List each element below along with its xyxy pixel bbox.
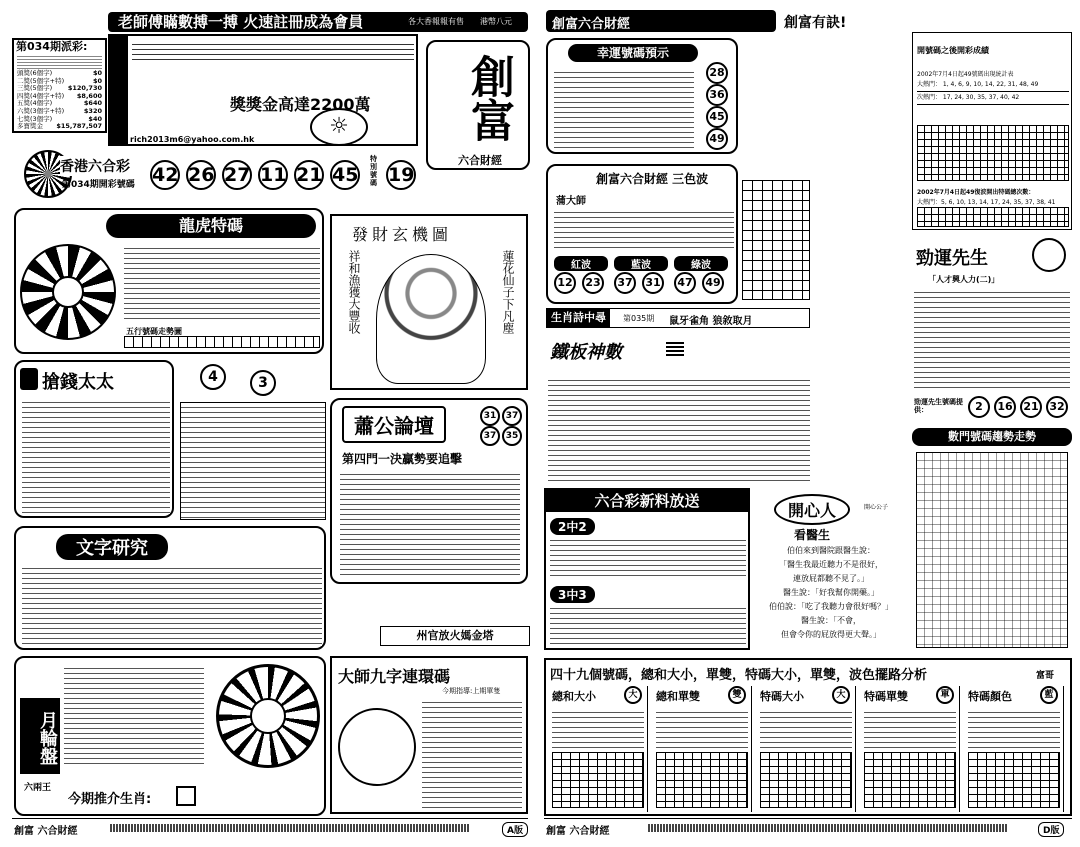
analysis-columns (548, 686, 1068, 814)
dashi-circle-icon (338, 708, 416, 786)
xinliao-b-body (550, 604, 746, 646)
fortune-verse-right: 蓮花仙子下凡塵 (501, 250, 515, 334)
lunpan-sub: 六兩王 (24, 783, 52, 793)
analysis-column (860, 686, 960, 812)
kaixin-line: 醫生說：「好我幫你開藥。」 (783, 588, 879, 597)
top-banner (108, 12, 528, 32)
right-footer-line (544, 818, 1072, 819)
fortune-verse-left: 祥和漁獲大豐收 (347, 250, 361, 334)
section-lunpan (14, 656, 326, 816)
kaixin-head: 看醫生 (794, 528, 831, 542)
prize-rank: 六獎(3個字+特) (17, 106, 65, 115)
lucky-ball: 45 (706, 106, 728, 128)
prize-amount: $40 (88, 114, 102, 123)
right-header-brand: 創富六合財經 (552, 17, 631, 32)
lunpan-body (64, 664, 204, 764)
dashi-title: 大師九字連環碼 (338, 667, 451, 686)
left-footer-brand: 創富 六合財經 (14, 826, 78, 837)
right-header (546, 10, 776, 32)
qianqian-body (22, 398, 170, 514)
jinyun-face-icon (1032, 238, 1066, 272)
jinyun-ball: 2 (968, 396, 990, 418)
prize-amount: $8,600 (76, 91, 102, 100)
analysis-column (652, 686, 752, 812)
prize-row (17, 123, 102, 131)
section-fortune (330, 214, 528, 390)
lucky-ball: 49 (706, 128, 728, 150)
color-wave-ball: 49 (702, 272, 724, 294)
promo-headline: 獎獎金高達2200萬 (230, 95, 371, 114)
lunpan-title: 月輪盤 (20, 698, 60, 774)
kaixin-line: 「醫生我最近聽力不是很好， (779, 560, 883, 569)
color-wave-ball: 12 (554, 272, 576, 294)
xiao-number-ball: 37 (502, 406, 522, 426)
kaixin-line: 連放屁都聽不見了。」 (793, 574, 869, 583)
prize-amount: $0 (92, 76, 102, 85)
color-wave-ball: 37 (614, 272, 636, 294)
kaixin-author: 開心公子 (864, 504, 889, 511)
analysis-column-grid (552, 752, 644, 808)
xiao-numbers (480, 406, 524, 446)
right-page (538, 0, 1080, 847)
promo-text (132, 40, 414, 64)
prize-rank: 頭獎(6個字) (17, 69, 53, 77)
section-poem (546, 308, 810, 328)
kaixin-line: 醫生說：「不會， (801, 616, 861, 625)
trend-title: 數門號碼趨勢走勢 (912, 428, 1072, 446)
xiao-number-ball: 37 (480, 426, 500, 446)
analysis-column-title: 特碼單雙 (864, 690, 908, 703)
prize-note (17, 54, 102, 70)
prize-amount: $0 (92, 69, 102, 77)
sanse-title: 創富六合財經 三色波 (596, 172, 709, 186)
section-analysis (544, 658, 1072, 816)
analysis-column-title: 特碼大小 (760, 690, 804, 703)
stats-title: 2002年7月4日起49號碼出現統計表 (917, 71, 1014, 78)
analysis-column-text (552, 708, 644, 748)
stats-note: 2002年7月4日起49復波開出特碼總次數： (917, 189, 1035, 196)
xinliao-title: 六合彩新料放送 (546, 490, 748, 512)
prize-rank: 五獎(4個字) (17, 99, 53, 108)
analysis-column-tag: 單 (936, 686, 954, 704)
stats-grid (917, 125, 1069, 181)
right-header-tag: 創富有訣! (784, 15, 847, 31)
brand-subtitle: 六合財經 (458, 154, 502, 167)
kaixin-lines (758, 544, 904, 642)
analysis-column-tag: 雙 (728, 686, 746, 704)
wheel-hub (52, 276, 84, 308)
left-footer-line (12, 818, 528, 819)
jinyun-title: 勁運先生 (916, 248, 988, 269)
banner-title: 老師傅瞞數搏一搏 火速註冊成為會員 (118, 13, 364, 31)
tieban-title: 鐵板神數 (550, 342, 622, 363)
prize-amount: $320 (83, 106, 102, 115)
prize-amount: $15,787,507 (56, 122, 102, 131)
jinyun-label: 勁運先生號碼提供： (914, 398, 963, 414)
longhu-chart-title: 五行號碼走勢圖 (126, 327, 182, 336)
xiao-headline: 第四門一決贏勢要追擊 (342, 452, 463, 466)
zodiac-box (176, 786, 196, 806)
jinyun-ball: 16 (994, 396, 1016, 418)
dashi-sub: 今期指導:上期單隻 (442, 687, 501, 695)
qianqian-title: 搶錢太太 (42, 372, 114, 393)
poem-title: 生肖詩中尋 (547, 309, 610, 327)
banner-note: 各大香報報有售 (408, 17, 464, 26)
hexagram-icon (666, 342, 684, 358)
lucky-title: 幸運號碼預示 (568, 44, 698, 62)
draw-label: 第034期開彩號碼 (62, 180, 135, 190)
analysis-column-title: 總和單雙 (656, 690, 700, 703)
lucky-body (554, 68, 694, 150)
color-wave-ball: 31 (642, 272, 664, 294)
lotto-name: 香港六合彩 (60, 156, 130, 176)
analysis-column-title: 總和大小 (552, 690, 596, 703)
right-footer-imprint (648, 824, 1008, 832)
special-label: 特別號碼 (370, 155, 377, 187)
xinliao-b: 3中3 (550, 586, 595, 603)
result-ball: 45 (330, 160, 360, 190)
section-xiao (330, 398, 528, 584)
xiao-title: 蕭公論壇 (342, 406, 446, 443)
prize-title: 第034期派彩: (16, 40, 88, 53)
section-zhouguan (380, 626, 530, 646)
stats-rows (917, 79, 1069, 105)
banner-price: 港幣八元 (480, 17, 512, 26)
color-wave-ball: 47 (674, 272, 696, 294)
zhouguan-title: 州官放火媽金塔 (416, 629, 494, 642)
left-page (0, 0, 535, 847)
brand-box (426, 40, 530, 170)
wenzi-body (22, 564, 322, 646)
color-wave-label: 藍波 (614, 256, 668, 271)
analysis-column-text (864, 708, 956, 748)
analysis-column-tag: 大 (832, 686, 850, 704)
email-address[interactable]: rich2013m6@yahoo.com.hk (130, 135, 255, 144)
xinliao-a-body (550, 536, 746, 580)
prize-amount: $640 (83, 99, 102, 108)
analysis-column (756, 686, 856, 812)
roulette-hub (250, 698, 286, 734)
section-trend (912, 428, 1072, 652)
prize-rank: 多寶獎金 (17, 122, 43, 131)
jinyun-body (914, 288, 1070, 392)
left-footer-page: A版 (502, 822, 528, 837)
promo-block (108, 34, 418, 146)
section-longhu (14, 208, 324, 354)
lucky-ball: 36 (706, 84, 728, 106)
stats-sub: 開號碼之後開彩成績 (917, 46, 989, 55)
sun-icon: ☼ (310, 108, 368, 146)
stats-row: 次熱門： 17, 24, 30, 35, 37, 40, 42 (917, 92, 1069, 105)
kaixin-line: 伯伯說：「吃了我聽力會很好嗎？」 (769, 602, 893, 611)
color-wave-label: 紅波 (554, 256, 608, 271)
analysis-column-grid (864, 752, 956, 808)
result-ball: 11 (258, 160, 288, 190)
analysis-title: 四十九個號碼，總和大小，單雙，特碼大小，單雙，波色擺路分析 (550, 668, 928, 683)
trend-chart (916, 452, 1068, 648)
poem-issue: 第035期 (623, 314, 655, 323)
prize-amount: $120,730 (67, 84, 102, 93)
analysis-column-grid (656, 752, 748, 808)
tag-ball-1: 4 (200, 364, 226, 390)
analysis-author: 富哥 (1036, 671, 1055, 681)
prize-rank: 三獎(5個字) (17, 84, 53, 93)
xiao-number-ball: 35 (502, 426, 522, 446)
right-footer-brand: 創富 六合財經 (546, 826, 610, 837)
longhu-chart (124, 336, 320, 348)
goddess-illustration (376, 254, 486, 384)
special-ball: 19 (386, 160, 416, 190)
analysis-column-grid (760, 752, 852, 808)
analysis-column (964, 686, 1064, 812)
analysis-column-text (968, 708, 1060, 748)
section-stats (912, 32, 1072, 230)
sanse-body (554, 208, 734, 250)
section-kaixin (754, 488, 904, 650)
xiao-number-ball: 31 (480, 406, 500, 426)
lucky-ball: 28 (706, 62, 728, 84)
xinliao-a: 2中2 (550, 518, 595, 535)
result-ball: 27 (222, 160, 252, 190)
qianqian-icon (20, 368, 38, 390)
section-wenzi (14, 526, 326, 650)
longhu-body (124, 244, 320, 322)
analysis-column-title: 特碼顏色 (968, 690, 1012, 703)
poem-verse: 鼠牙雀角 狼敘取月 (669, 316, 753, 327)
stats-note2: 大熱門：5, 6, 10, 13, 14, 17, 24, 35, 37, 38, 41 (917, 199, 1056, 206)
analysis-column (548, 686, 648, 812)
jinyun-balls (968, 396, 1072, 420)
color-wave-label: 綠波 (674, 256, 728, 271)
zodiac-label: 今期推介生肖: (68, 792, 152, 807)
right-footer-page: D版 (1038, 822, 1064, 837)
tieban-body (548, 376, 810, 482)
analysis-column-grid (968, 752, 1060, 808)
section-xinliao (544, 488, 750, 650)
tag-body (180, 402, 326, 520)
prize-rank: 二獎(5個字+特) (17, 76, 65, 85)
section-dashi (330, 656, 528, 814)
section-jinyun (912, 238, 1072, 418)
prize-panel (12, 38, 107, 133)
stats-row: 大熱門： 1, 4, 6, 9, 10, 14, 22, 31, 48, 49 (917, 79, 1069, 92)
jinyun-sub: 「人才興人力(二)」 (928, 275, 1000, 284)
brand-title: 創富 (463, 54, 514, 142)
sanse-sub: 蒲大師 (556, 196, 586, 207)
result-ball: 42 (150, 160, 180, 190)
stats-grid-2 (917, 207, 1069, 227)
kaixin-line: 伯伯來到醫院跟醫生說： (787, 546, 875, 555)
left-footer-imprint (110, 824, 470, 832)
prize-list (14, 70, 105, 131)
fortune-title: 發財玄機圖 (352, 225, 453, 244)
jinyun-ball: 21 (1020, 396, 1042, 418)
analysis-column-tag: 藍 (1040, 686, 1058, 704)
color-wave-ball: 23 (582, 272, 604, 294)
section-sanse (546, 164, 738, 304)
jinyun-ball: 32 (1046, 396, 1068, 418)
section-tieban (546, 334, 810, 484)
zodiac-grid (742, 180, 810, 300)
promo-column (110, 36, 128, 144)
sanse-colors (554, 256, 734, 300)
section-qianqian (14, 360, 174, 518)
wenzi-title: 文字研究 (56, 534, 168, 560)
longhu-title: 龍虎特碼 (106, 214, 316, 238)
xiao-body (340, 470, 520, 578)
kaixin-title: 開心人 (774, 494, 850, 525)
result-ball: 26 (186, 160, 216, 190)
analysis-column-tag: 大 (624, 686, 642, 704)
result-ball: 21 (294, 160, 324, 190)
analysis-column-text (656, 708, 748, 748)
lucky-balls (704, 62, 734, 162)
tag-ball-2: 3 (250, 370, 276, 396)
prize-rank: 四獎(4個字+特) (17, 91, 65, 100)
email-line[interactable] (130, 135, 254, 144)
analysis-column-text (760, 708, 852, 748)
kaixin-line: 但會令你的屁放得更大聲。」 (781, 630, 881, 639)
prize-rank: 七獎(3個字) (17, 114, 53, 123)
dashi-body (422, 698, 522, 808)
